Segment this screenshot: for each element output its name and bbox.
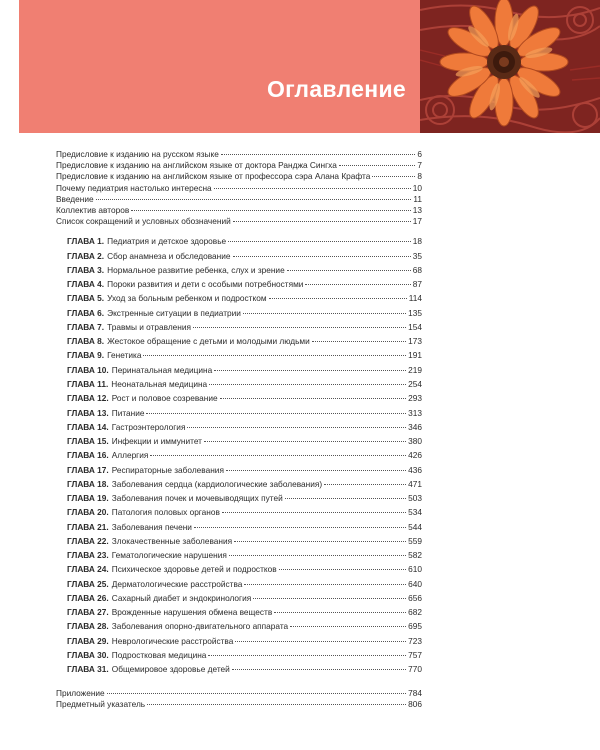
chapter-entry[interactable] bbox=[56, 377, 422, 391]
page-number: 154 bbox=[408, 321, 422, 332]
chapter-entry[interactable] bbox=[56, 291, 422, 305]
page-number: 173 bbox=[408, 336, 422, 347]
page-number: 135 bbox=[408, 307, 422, 318]
chapter-title: Психическое здоровье детей и подростков bbox=[111, 564, 277, 575]
page-number: 784 bbox=[408, 687, 422, 698]
page-number: 695 bbox=[408, 621, 422, 632]
chapter-title: Сахарный диабет и эндокринология bbox=[111, 592, 252, 603]
page-number: 380 bbox=[408, 436, 422, 447]
toc-entry[interactable] bbox=[56, 699, 422, 710]
chapter-label: ГЛАВА 7. bbox=[67, 321, 105, 332]
chapter-label: ГЛАВА 6. bbox=[67, 307, 105, 318]
toc-entry[interactable] bbox=[56, 171, 422, 182]
chapter-label: ГЛАВА 28. bbox=[67, 621, 109, 632]
chapter-title: Неврологические расстройства bbox=[111, 635, 234, 646]
toc-entry[interactable] bbox=[56, 216, 422, 227]
header-banner bbox=[19, 0, 420, 133]
chapter-title: Подростковая медицина bbox=[111, 650, 207, 661]
chapter-label: ГЛАВА 20. bbox=[67, 507, 109, 518]
chapter-label: ГЛАВА 11. bbox=[67, 378, 109, 389]
page-number: 87 bbox=[412, 279, 422, 290]
chapter-label: ГЛАВА 8. bbox=[67, 336, 105, 347]
chapter-title: Патология половых органов bbox=[111, 507, 220, 518]
chapter-title: Заболевания сердца (кардиологические заболевания) bbox=[111, 478, 323, 489]
page-number: 6 bbox=[417, 149, 422, 159]
entry-title: Коллектив авторов bbox=[56, 204, 130, 215]
entry-title: Введение bbox=[56, 193, 94, 204]
chapter-title: Генетика bbox=[107, 350, 142, 361]
chapter-entry[interactable] bbox=[56, 249, 422, 263]
chapter-entry[interactable] bbox=[56, 391, 422, 405]
toc-entry[interactable] bbox=[56, 688, 422, 699]
chapter-title: Рост и половое созревание bbox=[111, 393, 218, 404]
chapter-entry[interactable] bbox=[56, 463, 422, 477]
chapter-entry[interactable] bbox=[56, 420, 422, 434]
chapter-entry[interactable] bbox=[56, 406, 422, 420]
chapter-entry[interactable] bbox=[56, 348, 422, 362]
page-number: 436 bbox=[408, 464, 422, 475]
toc-entry[interactable] bbox=[56, 160, 422, 171]
chapter-title: Гастроэнтерология bbox=[111, 421, 186, 432]
chapter-entry[interactable] bbox=[56, 634, 422, 648]
page-number: 191 bbox=[408, 350, 422, 361]
page-number: 313 bbox=[408, 407, 422, 418]
chapter-entry[interactable] bbox=[56, 520, 422, 534]
chapter-label: ГЛАВА 1. bbox=[67, 236, 105, 247]
chapter-label: ГЛАВА 13. bbox=[67, 407, 109, 418]
entry-title: Предметный указатель bbox=[56, 698, 146, 709]
chapter-entry[interactable] bbox=[56, 562, 422, 576]
chapter-label: ГЛАВА 30. bbox=[67, 650, 109, 661]
page-number: 723 bbox=[408, 635, 422, 646]
page-number: 640 bbox=[408, 578, 422, 589]
chapter-title: Неонатальная медицина bbox=[111, 378, 208, 389]
chapter-label: ГЛАВА 17. bbox=[67, 464, 109, 475]
page-number: 534 bbox=[408, 507, 422, 518]
page-number: 293 bbox=[408, 393, 422, 404]
chapter-label: ГЛАВА 2. bbox=[67, 250, 105, 261]
page-number: 35 bbox=[412, 250, 422, 261]
chapter-label: ГЛАВА 4. bbox=[67, 279, 105, 290]
page-number: 219 bbox=[408, 364, 422, 375]
page-number: 682 bbox=[408, 607, 422, 618]
page-number: 11 bbox=[413, 193, 422, 204]
page-number: 806 bbox=[408, 698, 422, 709]
page-number: 8 bbox=[417, 171, 422, 182]
chapter-entry[interactable] bbox=[56, 491, 422, 505]
chapter-label: ГЛАВА 25. bbox=[67, 578, 109, 589]
toc-entry[interactable] bbox=[56, 149, 422, 160]
page-number: 18 bbox=[412, 236, 422, 247]
page-number: 17 bbox=[412, 216, 422, 227]
sunflower-image bbox=[420, 0, 600, 133]
chapter-label: ГЛАВА 24. bbox=[67, 564, 109, 575]
chapter-entry[interactable] bbox=[56, 577, 422, 591]
chapter-title: Злокачественные заболевания bbox=[111, 535, 233, 546]
entry-title: Приложение bbox=[56, 687, 105, 698]
page-number: 610 bbox=[408, 564, 422, 575]
chapter-entry[interactable] bbox=[56, 306, 422, 320]
chapter-title: Дерматологические расстройства bbox=[111, 578, 243, 589]
chapter-title: Заболевания почек и мочевыводящих путей bbox=[111, 493, 283, 504]
chapter-title: Общемировое здоровье детей bbox=[111, 664, 230, 675]
chapter-label: ГЛАВА 9. bbox=[67, 350, 105, 361]
page-number: 254 bbox=[408, 378, 422, 389]
entry-title: Предисловие к изданию на русском языке bbox=[56, 149, 219, 159]
chapter-entry[interactable] bbox=[56, 605, 422, 619]
chapter-title: Сбор анамнеза и обследование bbox=[107, 250, 231, 261]
chapter-entry[interactable] bbox=[56, 619, 422, 633]
chapter-title: Жестокое обращение с детьми и молодыми людьми bbox=[107, 336, 310, 347]
chapter-entry[interactable] bbox=[56, 277, 422, 291]
page-number: 114 bbox=[408, 293, 422, 304]
chapter-title: Аллергия bbox=[111, 450, 149, 461]
page-number: 656 bbox=[408, 592, 422, 603]
chapter-entry[interactable] bbox=[56, 548, 422, 562]
page-number: 7 bbox=[417, 160, 422, 171]
chapter-entry[interactable] bbox=[56, 648, 422, 662]
chapter-title: Уход за больным ребенком и подростком bbox=[107, 293, 267, 304]
chapter-title: Гематологические нарушения bbox=[111, 550, 227, 561]
chapter-title: Питание bbox=[111, 407, 145, 418]
chapter-title: Травмы и отравления bbox=[107, 321, 192, 332]
chapter-title: Врожденные нарушения обмена веществ bbox=[111, 607, 273, 618]
chapter-title: Заболевания печени bbox=[111, 521, 192, 532]
chapter-title: Экстренные ситуации в педиатрии bbox=[107, 307, 241, 318]
chapter-title: Педиатрия и детское здоровье bbox=[107, 236, 227, 247]
page-number: 757 bbox=[408, 650, 422, 661]
entry-title: Почему педиатрия настолько интересна bbox=[56, 182, 212, 193]
chapter-entry[interactable] bbox=[56, 591, 422, 605]
chapter-entry[interactable] bbox=[56, 534, 422, 548]
page-number: 544 bbox=[408, 521, 422, 532]
chapter-title: Заболевания опорно-двигательного аппарата bbox=[111, 621, 289, 632]
chapter-title: Респираторные заболевания bbox=[111, 464, 224, 475]
page-number: 503 bbox=[408, 493, 422, 504]
toc-entry[interactable] bbox=[56, 183, 422, 194]
sunflower-artwork bbox=[420, 0, 600, 133]
chapter-entry[interactable] bbox=[56, 263, 422, 277]
chapter-entry[interactable] bbox=[56, 477, 422, 491]
page-number: 68 bbox=[412, 264, 422, 275]
entry-title: Предисловие к изданию на английском языке от доктора Ранджа Сингха bbox=[56, 160, 337, 171]
chapter-title: Инфекции и иммунитет bbox=[111, 436, 202, 447]
chapter-entry[interactable] bbox=[56, 234, 422, 248]
page-number: 471 bbox=[408, 478, 422, 489]
chapter-entry[interactable] bbox=[56, 363, 422, 377]
chapter-label: ГЛАВА 31. bbox=[67, 664, 109, 675]
chapter-label: ГЛАВА 26. bbox=[67, 592, 109, 603]
chapter-entry[interactable] bbox=[56, 448, 422, 462]
chapter-label: ГЛАВА 21. bbox=[67, 521, 109, 532]
page-number: 10 bbox=[412, 182, 422, 193]
chapter-label: ГЛАВА 19. bbox=[67, 493, 109, 504]
chapter-entry[interactable] bbox=[56, 334, 422, 348]
chapter-title: Нормальное развитие ребенка, слух и зрение bbox=[107, 264, 285, 275]
toc-entry[interactable] bbox=[56, 205, 422, 216]
chapter-label: ГЛАВА 10. bbox=[67, 364, 109, 375]
page-number: 582 bbox=[408, 550, 422, 561]
chapter-label: ГЛАВА 12. bbox=[67, 393, 109, 404]
chapter-label: ГЛАВА 16. bbox=[67, 450, 109, 461]
chapter-label: ГЛАВА 18. bbox=[67, 478, 109, 489]
page-title: Оглавление bbox=[266, 76, 406, 102]
page-number: 346 bbox=[408, 421, 422, 432]
chapter-label: ГЛАВА 23. bbox=[67, 550, 109, 561]
chapter-label: ГЛАВА 22. bbox=[67, 535, 109, 546]
page-number: 770 bbox=[408, 664, 422, 675]
chapter-label: ГЛАВА 29. bbox=[67, 635, 109, 646]
entry-title: Предисловие к изданию на английском языке от профессора сэра Алана Крафта bbox=[56, 171, 371, 182]
chapter-title: Пороки развития и дети с особыми потребностями bbox=[107, 279, 304, 290]
chapter-label: ГЛАВА 3. bbox=[67, 264, 105, 275]
toc-entry[interactable] bbox=[56, 194, 422, 205]
chapter-label: ГЛАВА 27. bbox=[67, 607, 109, 618]
chapter-label: ГЛАВА 15. bbox=[67, 436, 109, 447]
chapter-entry[interactable] bbox=[56, 320, 422, 334]
chapter-entry[interactable] bbox=[56, 662, 422, 676]
chapter-entry[interactable] bbox=[56, 505, 422, 519]
entry-title: Список сокращений и условных обозначений bbox=[56, 216, 231, 227]
chapter-label: ГЛАВА 14. bbox=[67, 421, 109, 432]
chapter-title: Перинатальная медицина bbox=[111, 364, 213, 375]
chapter-label: ГЛАВА 5. bbox=[67, 293, 105, 304]
page-number: 13 bbox=[412, 204, 422, 215]
table-of-contents bbox=[56, 149, 422, 710]
page-number: 426 bbox=[408, 450, 422, 461]
chapter-entry[interactable] bbox=[56, 434, 422, 448]
page-number: 559 bbox=[408, 535, 422, 546]
